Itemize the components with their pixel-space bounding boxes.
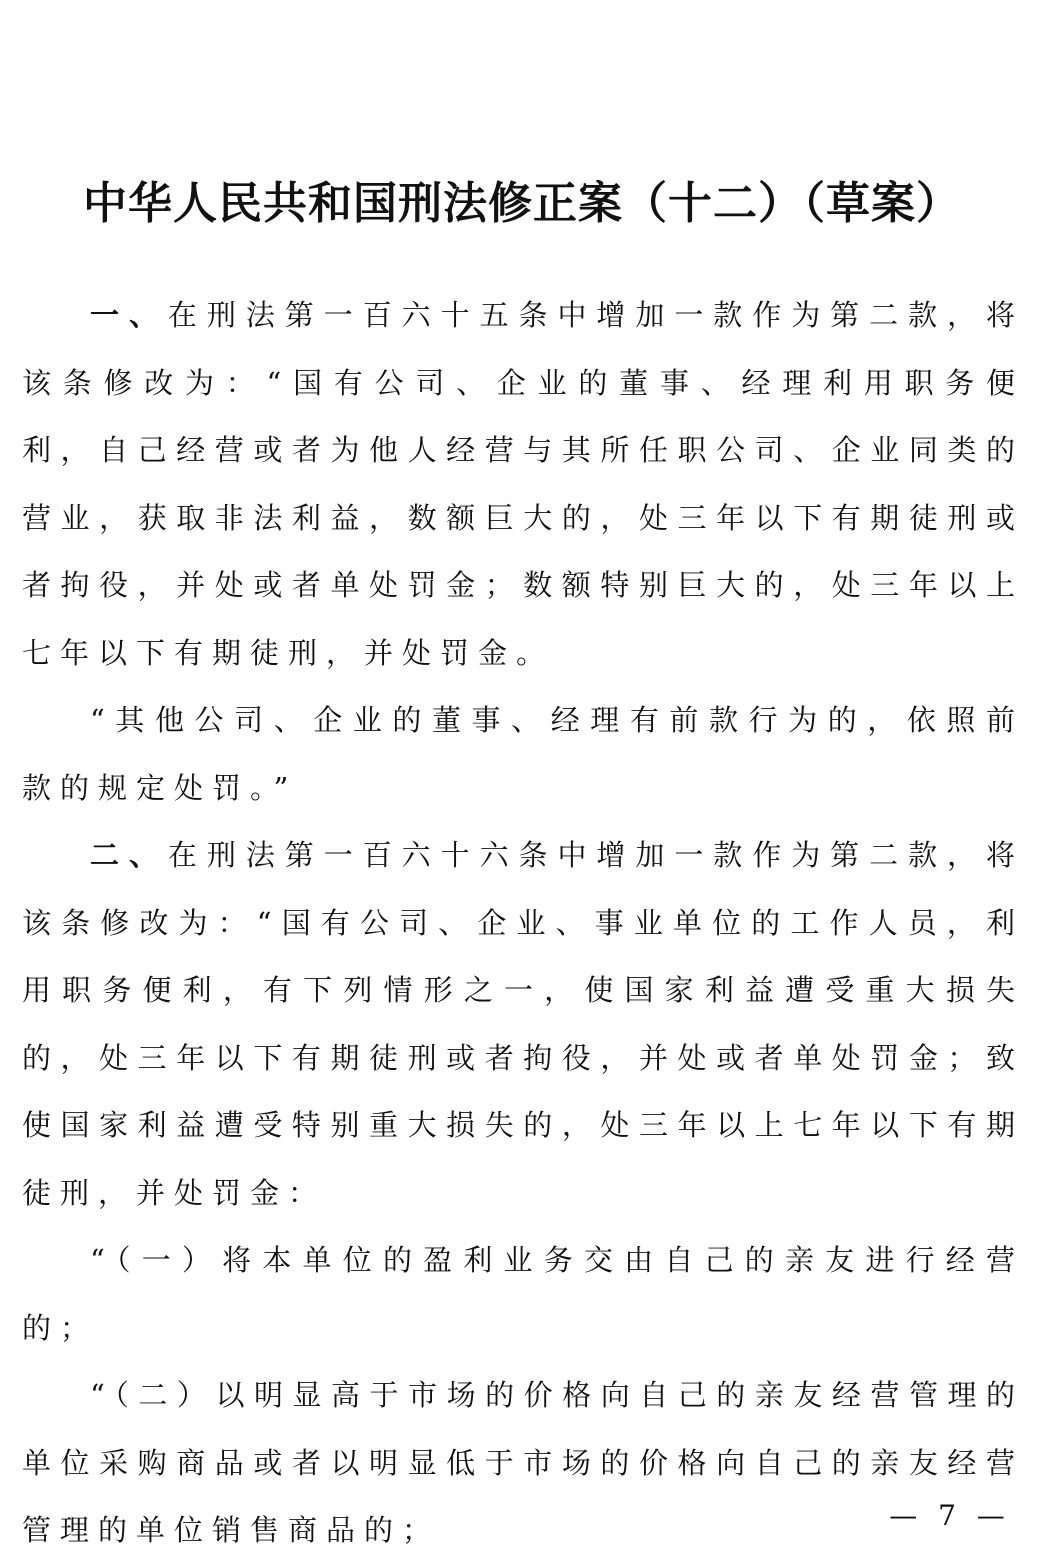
article-paragraph-5 xyxy=(22,1362,1024,1565)
page-number: — 7 — xyxy=(889,1499,1011,1532)
paragraph-text: 在刑法第一百六十五条中增加一款作为第二款，将该条修改为：“国有公司、企业的董事、经理利用职务便利，自己经营或者为他人经营与其所任职公司、企业同类的营业，获取非法利益，数额巨大的，处三年以下有期徒刑或者拘役，并处或者单处罚金；数额特别巨大的，处三年以上七年以下有期徒刑，并处罚金。 xyxy=(22,298,1024,670)
paragraph-text: “（二）以明显高于市场的价格向自己的亲友经营管理的单位采购商品或者以明显低于市场的价格向自己的亲友经营管理的单位销售商品的； xyxy=(22,1378,1024,1547)
article-paragraph-2 xyxy=(22,687,1024,822)
paragraph-text: “其他公司、企业的董事、经理有前款行为的，依照前款的规定处罚。” xyxy=(22,703,1024,805)
document-body xyxy=(22,282,1024,1565)
article-number: 二、 xyxy=(90,838,168,872)
document-title: 中华人民共和国刑法修正案（十二）（草案） xyxy=(83,178,961,230)
article-number: 一、 xyxy=(90,298,168,332)
article-paragraph-1 xyxy=(22,282,1024,687)
article-paragraph-3 xyxy=(22,822,1024,1227)
article-paragraph-4 xyxy=(22,1227,1024,1362)
paragraph-text: “（一）将本单位的盈利业务交由自己的亲友进行经营的； xyxy=(22,1243,1024,1345)
paragraph-text: 在刑法第一百六十六条中增加一款作为第二款，将该条修改为：“国有公司、企业、事业单位的工作人员，利用职务便利，有下列情形之一，使国家利益遭受重大损失的，处三年以下有期徒刑或者拘役，并处或者单处罚金；致使国家利益遭受特别重大损失的，处三年以上七年以下有期徒刑，并处罚金： xyxy=(22,838,1024,1210)
